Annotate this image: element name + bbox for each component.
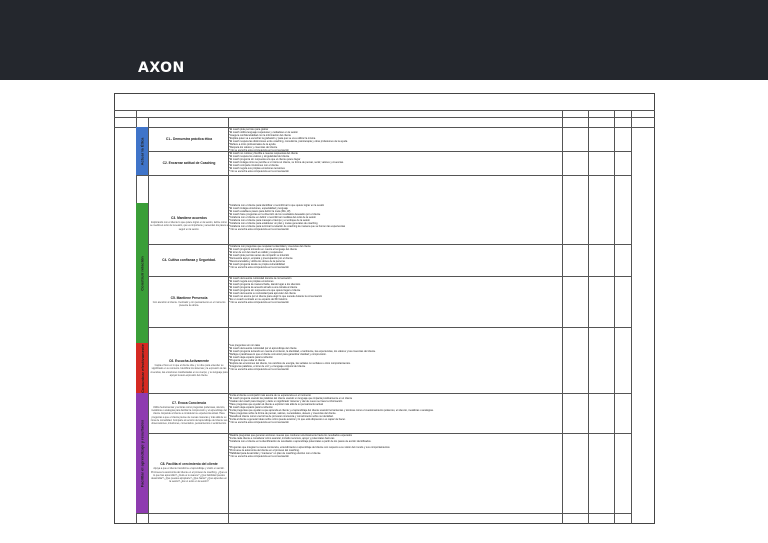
- grid-line: [148, 513, 631, 514]
- behavior-item: *Respeta los valores y creencias del cliente: [229, 146, 278, 150]
- behavior-item: *Colabora con preguntas que respetan la identidad y creencias del cliente: [229, 245, 311, 248]
- behavior-item: *El coach respeta los valores y singularidad del cliente: [229, 155, 290, 159]
- behavior-item: *Refiere a otros profesionales de la ayuda: [229, 143, 276, 147]
- behavior-item: *Habilidad para desarrollar y 'mantener' un plan de coaching efectivo con el cliente.: [229, 452, 322, 456]
- behavior-item: *El coach pide permiso antes de compartir su intuición: [229, 254, 290, 258]
- behavior-item: * No se escucha esta competencia en la conversación: [229, 455, 290, 459]
- grid-line: [562, 110, 563, 524]
- grid-line: [631, 110, 632, 524]
- grid-line: [136, 513, 148, 514]
- competency-title: C5. Mantiene Presencia: [170, 295, 208, 300]
- category-band: [136, 127, 148, 175]
- behavior-item: *El coach pregunta de acuerdo al lado a una mirada al cliente: [229, 286, 298, 290]
- behavior-item: *Colabora con el cliente para terminar la relación de coaching de manera que se honren las experiencias: [229, 225, 346, 229]
- behavior-item: *El coach no asume por el cliente para elegir lo que sucede durante la conversación: [229, 295, 323, 299]
- behavior-item: *El coach pide permiso para grabar: [229, 128, 269, 131]
- competency-description: Capta el foco en lo que el cliente dice y no dice para entender su significado en su contexto. Identifica los sistemas y la expresión de las creencias, las emociones manifestadas en su cuerpo, y su lenguaje para apoyar la auto-expresión del cliente.: [150, 364, 228, 377]
- header-banner: [0, 0, 768, 80]
- grid-line: [114, 110, 655, 111]
- behavior-item: * No se escucha esta competencia en la conversación: [229, 266, 290, 270]
- behavior-item: *Invita cada cliente a considerar cómo avanzar, incluido recursos, apoyo y potenciales barreras: [229, 437, 335, 441]
- behavior-item: *El coach regula sus propias emociones tensiones: [229, 167, 285, 171]
- behavior-list: [229, 204, 562, 244]
- behavior-item: *El coach demuestra su curiosidad para aprender del cliente: [229, 292, 296, 296]
- competency-description: Apoya a que el cliente transforme el aprendizaje y visión en acción. Promueve la autonomía del cliente en el proceso de coaching. ¿Qué es lo que has aprendido? ¿Cuál es tu avance? ¿Qué habilidad puedes desarrollar? ¿Qué puedes apropiarte? ¿Qué harás? ¿Qué aprendes en la sesión? ¿Es un éxito en la sesión?: [151, 467, 227, 484]
- grid-line: [148, 117, 149, 524]
- behavior-item: * No se escucha esta competencia en la conversación: [229, 368, 290, 372]
- behavior-item: *Invita al cliente a generar ideas sobre cómo puede avanzar y lo que está dispuesto o es capaz de hacer.: [229, 418, 346, 422]
- behavior-item: * No se escucha esta competencia en la conversación: [229, 170, 290, 174]
- behavior-item: *Integra las palabras, el tono de voz y el lenguaje corporal del cliente: [229, 365, 306, 369]
- behavior-list: [229, 277, 562, 327]
- competency-cell: [150, 244, 228, 276]
- competency-cell: [150, 393, 228, 433]
- competency-title: C3. Mantiene acuerdos: [171, 216, 207, 221]
- behavior-item: *El coach pregunta sin respuesta a la que el cliente quiere llegar: [229, 158, 301, 162]
- competency-title: C2. Encarnar actitud de Coaching: [162, 161, 216, 165]
- behavior-item: *El coach pregunta desde su propia vulnerabilidad: [229, 263, 285, 267]
- behavior-item: *Las preguntas son sin taka: [229, 344, 260, 347]
- category-label: Construir relación: [139, 255, 145, 291]
- behavior-item: *El coach pregunta teniendo en cuenta el contexto, la identidad, el ambiente, las experiencias, los valores y las creencias del cliente.: [229, 350, 376, 354]
- behavior-item: *El coach establece pasos para definir la meta (MA, W): [229, 210, 291, 214]
- axon-logo: AXON: [138, 60, 185, 76]
- behavior-list: [229, 434, 562, 513]
- behavior-item: *El coach pregunta usando las palabras del cliente usando un lenguaje que impacta positivamente en el cliente: [229, 397, 353, 401]
- behavior-item: *El tono de voz del coach es cálido y respetuoso: [229, 251, 283, 255]
- behavior-item: *El coach no curiosa y flexible a nuevas respuestas del cliente: [229, 152, 298, 155]
- competency-cell: [150, 276, 228, 327]
- behavior-item: *El coach demuestra curiosidad por el aprendizaje del cliente: [229, 347, 297, 351]
- behavior-item: * No se escucha esta competencia en la conversación: [229, 301, 290, 305]
- behavior-item: *Invita preguntas que ayudan a que aprenda el cliente y el aprendizaje del cliente usando herramientas y técnicas como el cuestionamiento poderoso, el silencio, metáforas o analogías.: [229, 409, 434, 413]
- behavior-item: *El coach utiliza lenguaje respetuoso y cuidadoso en la sesión: [229, 131, 298, 135]
- behavior-item: *El coach pregunta tomando en cuenta el lenguaje del cliente: [229, 248, 297, 252]
- behavior-list: [229, 394, 562, 433]
- behavior-item: *El coach hace preguntas en la dirección de los resultados deseados por el cliente: [229, 213, 321, 217]
- behavior-item: *Realiza preguntas que generan acciones nuevas que conducen efectivamente hacia los resultados esperados: [229, 434, 352, 437]
- behavior-item: *Invita al cliente a compartir más acerca de su experiencia en el momento: [229, 394, 311, 397]
- behavior-item: *El coach indaga emociones, especialidad y lenguaje: [229, 207, 288, 211]
- behavior-item: *Colabora con el cliente en la identificación de resultados o aprendizaje potenciales a partir de los pasos de acción identificados.: [229, 440, 372, 444]
- grid-line: [114, 117, 655, 118]
- competency-title: C4. Cultiva confianza y Seguridad.: [162, 258, 216, 262]
- behavior-item: *Colabora con el cliente para identificar o reconfirmar lo que quiere lograr en la sesión: [229, 204, 325, 207]
- competency-description: Con atención al cliente. Centrado y con pensamiento en el momento presente de ahora.: [152, 300, 226, 307]
- behavior-item: *Explora las emociones del cliente, los cambios de energía, las señales no verbales u otros comportamientos.: [229, 362, 351, 366]
- competency-cell: [150, 433, 228, 513]
- behavior-item: *El coach pregunta de manera fluida, dando lugar a los silencios: [229, 283, 301, 287]
- behavior-item: *Colabora con el cliente para manejar el tiempo y el enfoque de la sesión: [229, 219, 311, 223]
- behavior-list: [229, 152, 562, 175]
- behavior-list: [229, 245, 562, 276]
- grid-line: [614, 110, 615, 524]
- behavior-item: * No se escucha esta competencia en la conversación: [229, 421, 290, 425]
- category-label: Comunicar efectivamente: [139, 343, 145, 393]
- behavior-item: *Colabora con el cliente en definir o reconfirmar medidas del éxito de la sesión: [229, 216, 316, 220]
- competency-cell: [150, 151, 228, 175]
- behavior-item: *El coach demuestra curiosidad durante la conversación: [229, 277, 292, 280]
- grid-line: [148, 327, 631, 328]
- behavior-item: *Usaban del coach para integrar y darle un significado 'sistema' y dar de nuevo se hace la información: [229, 400, 343, 404]
- behavior-item: *Es un coach centrado en su espacio del Mí Celebro: [229, 298, 288, 302]
- behavior-item: *El coach deja espacio para la reflexión: [229, 356, 273, 360]
- competency-description: Utiliza herramientas y técnicas como preguntas poderosas, silencio, metáforas o analogías para facilitar la comprensión y el aprendizaje del cliente. Expande al cliente a considerar su experiencia actual. Hace preguntas a que el cliente piense de nuevas maneras y más allá de su zona de comodidad. Comparte al servicio del aprendizaje del cliente sus observaciones, intuiciones, comentarios, pensamientos o sentimientos.: [150, 405, 228, 425]
- category-label: Facilitar el aprendizaje y resultados: [139, 419, 145, 487]
- behavior-item: *Demuestra apoyo, empatía y preocupación por el cliente: [229, 257, 293, 261]
- behavior-item: *El coach pregunta sin respuesta a la que quiere llegar el cliente: [229, 289, 301, 293]
- competency-title: C1.- Demuestra práctica ética: [165, 137, 213, 141]
- category-label: Actuar la Ética: [139, 137, 145, 165]
- competency-title: C7. Evoca Conciencia: [171, 400, 207, 405]
- behavior-item: *El coach deja espacio para la reflexión: [229, 406, 273, 410]
- behavior-item: *Refleja o parafrasea lo que el cliente comunicó para garantizar claridad y comprensión.: [229, 353, 327, 357]
- competency-title: C8. Facilita el crecimiento del cliente: [160, 462, 218, 467]
- behavior-item: *Promueve la autonomía del cliente en el proceso del coaching.: [229, 449, 300, 453]
- behavior-item: * No se escucha esta competencia en la conversación: [229, 149, 290, 151]
- competency-cell: [150, 343, 228, 393]
- behavior-item: *Reconoce/valida y utiliza los dones de la persona: [229, 260, 285, 264]
- behavior-list: [229, 128, 562, 151]
- behavior-item: *Colabora con el cliente para establecer un plan y metas generales de coaching: [229, 222, 318, 226]
- behavior-item: *El coach regula sus propias emociones: [229, 280, 274, 284]
- behavior-item: *Explica quien va a escuchar la grabación y para qué se va a utilizar la misma: [229, 137, 316, 141]
- behavior-item: *Pregunta lo que evitar el cliente: [229, 359, 265, 363]
- grid-line: [136, 175, 148, 176]
- category-band: [136, 393, 148, 513]
- behavior-item: *El coach comparte intuiciones con el cliente.: [229, 164, 280, 168]
- competency-cell: [150, 127, 228, 151]
- behavior-item: *Desafía al cliente como una forma de provocar conciencia y conocimiento sobre su identidad.: [229, 415, 334, 419]
- competency-title: C6. Escucha Activamente: [168, 359, 209, 364]
- behavior-list: [229, 344, 562, 393]
- behavior-item: *Asegura confidencialidad con la información del cliente: [229, 134, 291, 138]
- behavior-item: *Hace preguntas sobre la forma de pensar, valores, necesidades, deseos y creencias del cliente.: [229, 412, 337, 416]
- behavior-item: * No se escucha esta competencia en la conversación: [229, 228, 290, 232]
- behavior-item: *El coach respeta las distinciones entre coaching, consultoría, psicoterapia y otras profesiones de la ayuda: [229, 140, 348, 144]
- behavior-item: *Preguntas que integran la nueva conciencia, entendimiento o aprendizaje del cliente con respecto a su visión del mundo y sus comportamientos: [229, 446, 390, 450]
- competency-description: Explorando con el cliente lo que quiere lograr en la sesión, define cómo se medirá el éxito de la sesión, qué es importante y acuerdan los pasos a seguir en la sesión.: [150, 221, 228, 231]
- grid-line: [148, 175, 631, 176]
- category-band: [136, 203, 148, 343]
- behavior-item: *Hace preguntas que ayudan al cliente a explorar más allá de su pensamiento actual: [229, 403, 323, 407]
- category-band: [136, 343, 148, 393]
- competency-cell: [150, 203, 228, 244]
- behavior-item: *El coach indaga como se percibe a sí mismo el cliente, su forma de pensar, sentir, valores y creencias.: [229, 161, 344, 165]
- grid-line: [588, 110, 589, 524]
